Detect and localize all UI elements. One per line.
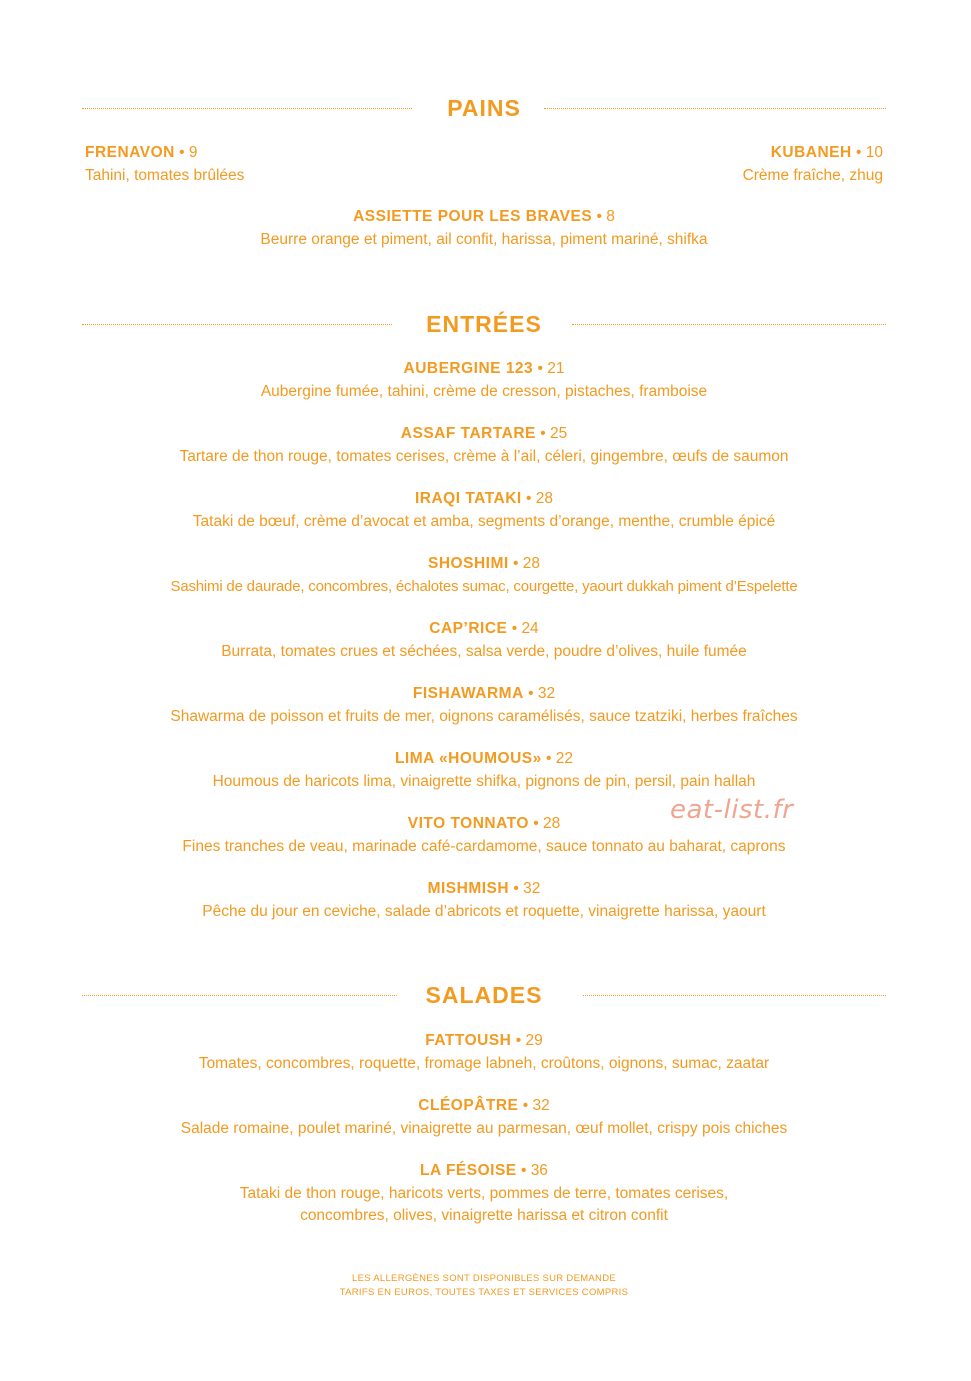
dish-name: FATTOUSH xyxy=(425,1032,512,1049)
dish-price: 29 xyxy=(525,1032,543,1049)
dotted-rule-right xyxy=(583,995,886,996)
bullet-separator: • xyxy=(526,490,532,507)
dish-name: AUBERGINE 123 xyxy=(403,360,534,377)
dish-description: Fines tranches de veau, marinade café-cardamome, sauce tonnato au baharat, caprons xyxy=(182,838,786,855)
dish-name: LA FÉSOISE xyxy=(420,1162,517,1179)
footer-allergens-note: LES ALLERGÈNES SONT DISPONIBLES SUR DEMANDE xyxy=(351,1273,617,1284)
dish-name: ASSIETTE POUR LES BRAVES xyxy=(353,208,593,225)
dish-description: Crème fraîche, zhug xyxy=(742,167,883,184)
dish-name: MISHMISH xyxy=(427,880,510,897)
dish-caprice xyxy=(82,619,886,663)
dish-mishmish xyxy=(82,879,886,923)
bullet-separator: • xyxy=(522,1097,529,1114)
dish-description: Shawarma de poisson et fruits de mer, oignons caramélisés, sauce tzatziki, herbes fraîches xyxy=(170,708,798,725)
bullet-separator: • xyxy=(512,555,519,572)
dish-description: Tartare de thon rouge, tomates cerises, crème à l’ail, céleri, gingembre, œufs de saumon xyxy=(179,448,789,465)
dotted-rule-right xyxy=(544,108,886,109)
dish-name: CAP’RICE xyxy=(429,620,508,637)
dish-price: 28 xyxy=(542,815,561,832)
bullet-separator: • xyxy=(511,620,518,637)
footer-prices-note: TARIFS EN EUROS, TOUTES TAXES ET SERVICES COMPRIS xyxy=(339,1287,629,1298)
dish-description: Burrata, tomates crues et séchées, salsa verde, poudre d’olives, huile fumée xyxy=(221,643,747,660)
dish-assaf-tartare xyxy=(82,424,886,468)
dish-name: VITO TONNATO xyxy=(407,815,529,832)
dish-price: 28 xyxy=(522,555,540,572)
bullet-separator: • xyxy=(537,360,543,377)
dish-description: Salade romaine, poulet mariné, vinaigrette au parmesan, œuf mollet, crispy pois chiches xyxy=(180,1120,788,1137)
bullet-separator: • xyxy=(179,144,185,161)
dish-price: 32 xyxy=(537,685,556,702)
dish-description: Pêche du jour en ceviche, salade d’abricots et roquette, vinaigrette harissa, yaourt xyxy=(202,903,766,920)
section-header-entrees xyxy=(82,309,886,339)
bullet-separator: • xyxy=(540,425,546,442)
dish-fattoush xyxy=(82,1031,886,1075)
bullet-separator: • xyxy=(546,750,552,767)
dish-price: 22 xyxy=(555,750,574,767)
dish-price: 24 xyxy=(521,620,539,637)
dish-description: Houmous de haricots lima, vinaigrette shifka, pignons de pin, persil, pain hallah xyxy=(212,773,756,790)
dotted-rule-right xyxy=(572,324,886,325)
bullet-separator: • xyxy=(596,208,602,225)
dish-description: Tataki de bœuf, crème d’avocat et amba, segments d’orange, menthe, crumble épicé xyxy=(192,513,776,530)
dish-la-fesoise xyxy=(82,1161,886,1227)
watermark-text: eat-list.fr xyxy=(670,795,794,825)
dish-price: 21 xyxy=(547,360,565,377)
dish-description-line-2: concombres, olives, vinaigrette harissa et citron confit xyxy=(300,1207,668,1224)
dish-name: SHOSHIMI xyxy=(428,555,509,572)
dish-name: ASSAF TARTARE xyxy=(400,425,536,442)
section-title-pains: PAINS xyxy=(447,95,521,121)
dish-iraqi-tataki xyxy=(82,489,886,533)
section-header-pains xyxy=(82,93,886,123)
dish-price: 36 xyxy=(530,1162,548,1179)
dish-description: Aubergine fumée, tahini, crème de cresson, pistaches, framboise xyxy=(260,383,708,400)
dish-cleopatre xyxy=(82,1096,886,1140)
dish-price: 25 xyxy=(549,425,568,442)
dish-price: 10 xyxy=(865,144,883,161)
dish-shoshimi xyxy=(82,554,886,598)
bullet-separator: • xyxy=(856,144,862,161)
dish-description: Sashimi de daurade, concombres, échalotes sumac, courgette, yaourt dukkah piment d’Espelette xyxy=(170,578,798,595)
bullet-separator: • xyxy=(520,1162,527,1179)
dish-description: Tahini, tomates brûlées xyxy=(85,167,245,184)
bullet-separator: • xyxy=(513,880,519,897)
dish-aubergine-123 xyxy=(82,359,886,403)
dish-price: 32 xyxy=(532,1097,550,1114)
section-header-salades xyxy=(82,980,886,1010)
section-title-salades: SALADES xyxy=(425,982,543,1008)
dish-price: 28 xyxy=(535,490,554,507)
dish-fishawarma xyxy=(82,684,886,728)
bullet-separator: • xyxy=(533,815,539,832)
bullet-separator: • xyxy=(515,1032,522,1049)
dish-kubaneh xyxy=(503,143,883,187)
section-title-entrees: ENTRÉES xyxy=(426,311,542,337)
dish-price: 8 xyxy=(606,208,615,225)
dish-description-line-1: Tataki de thon rouge, haricots verts, pommes de terre, tomates cerises, xyxy=(239,1185,729,1202)
dish-description: Tomates, concombres, roquette, fromage labneh, croûtons, oignons, sumac, zaatar xyxy=(198,1055,770,1072)
dish-name: KUBANEH xyxy=(770,144,852,161)
dish-assiette-pour-les-braves xyxy=(82,207,886,251)
dish-name: FISHAWARMA xyxy=(412,685,524,702)
dish-name: FRENAVON xyxy=(85,144,175,161)
dish-name: CLÉOPÂTRE xyxy=(418,1097,519,1114)
dish-frenavon xyxy=(85,143,465,187)
dish-name: LIMA «HOUMOUS» xyxy=(394,750,542,767)
footer-notes xyxy=(82,1272,886,1300)
bullet-separator: • xyxy=(528,685,534,702)
dish-description: Beurre orange et piment, ail confit, harissa, piment mariné, shifka xyxy=(260,231,708,248)
dish-lima-houmous xyxy=(82,749,886,793)
dish-name: IRAQI TATAKI xyxy=(414,490,522,507)
dish-price: 9 xyxy=(188,144,198,161)
dish-price: 32 xyxy=(523,880,541,897)
